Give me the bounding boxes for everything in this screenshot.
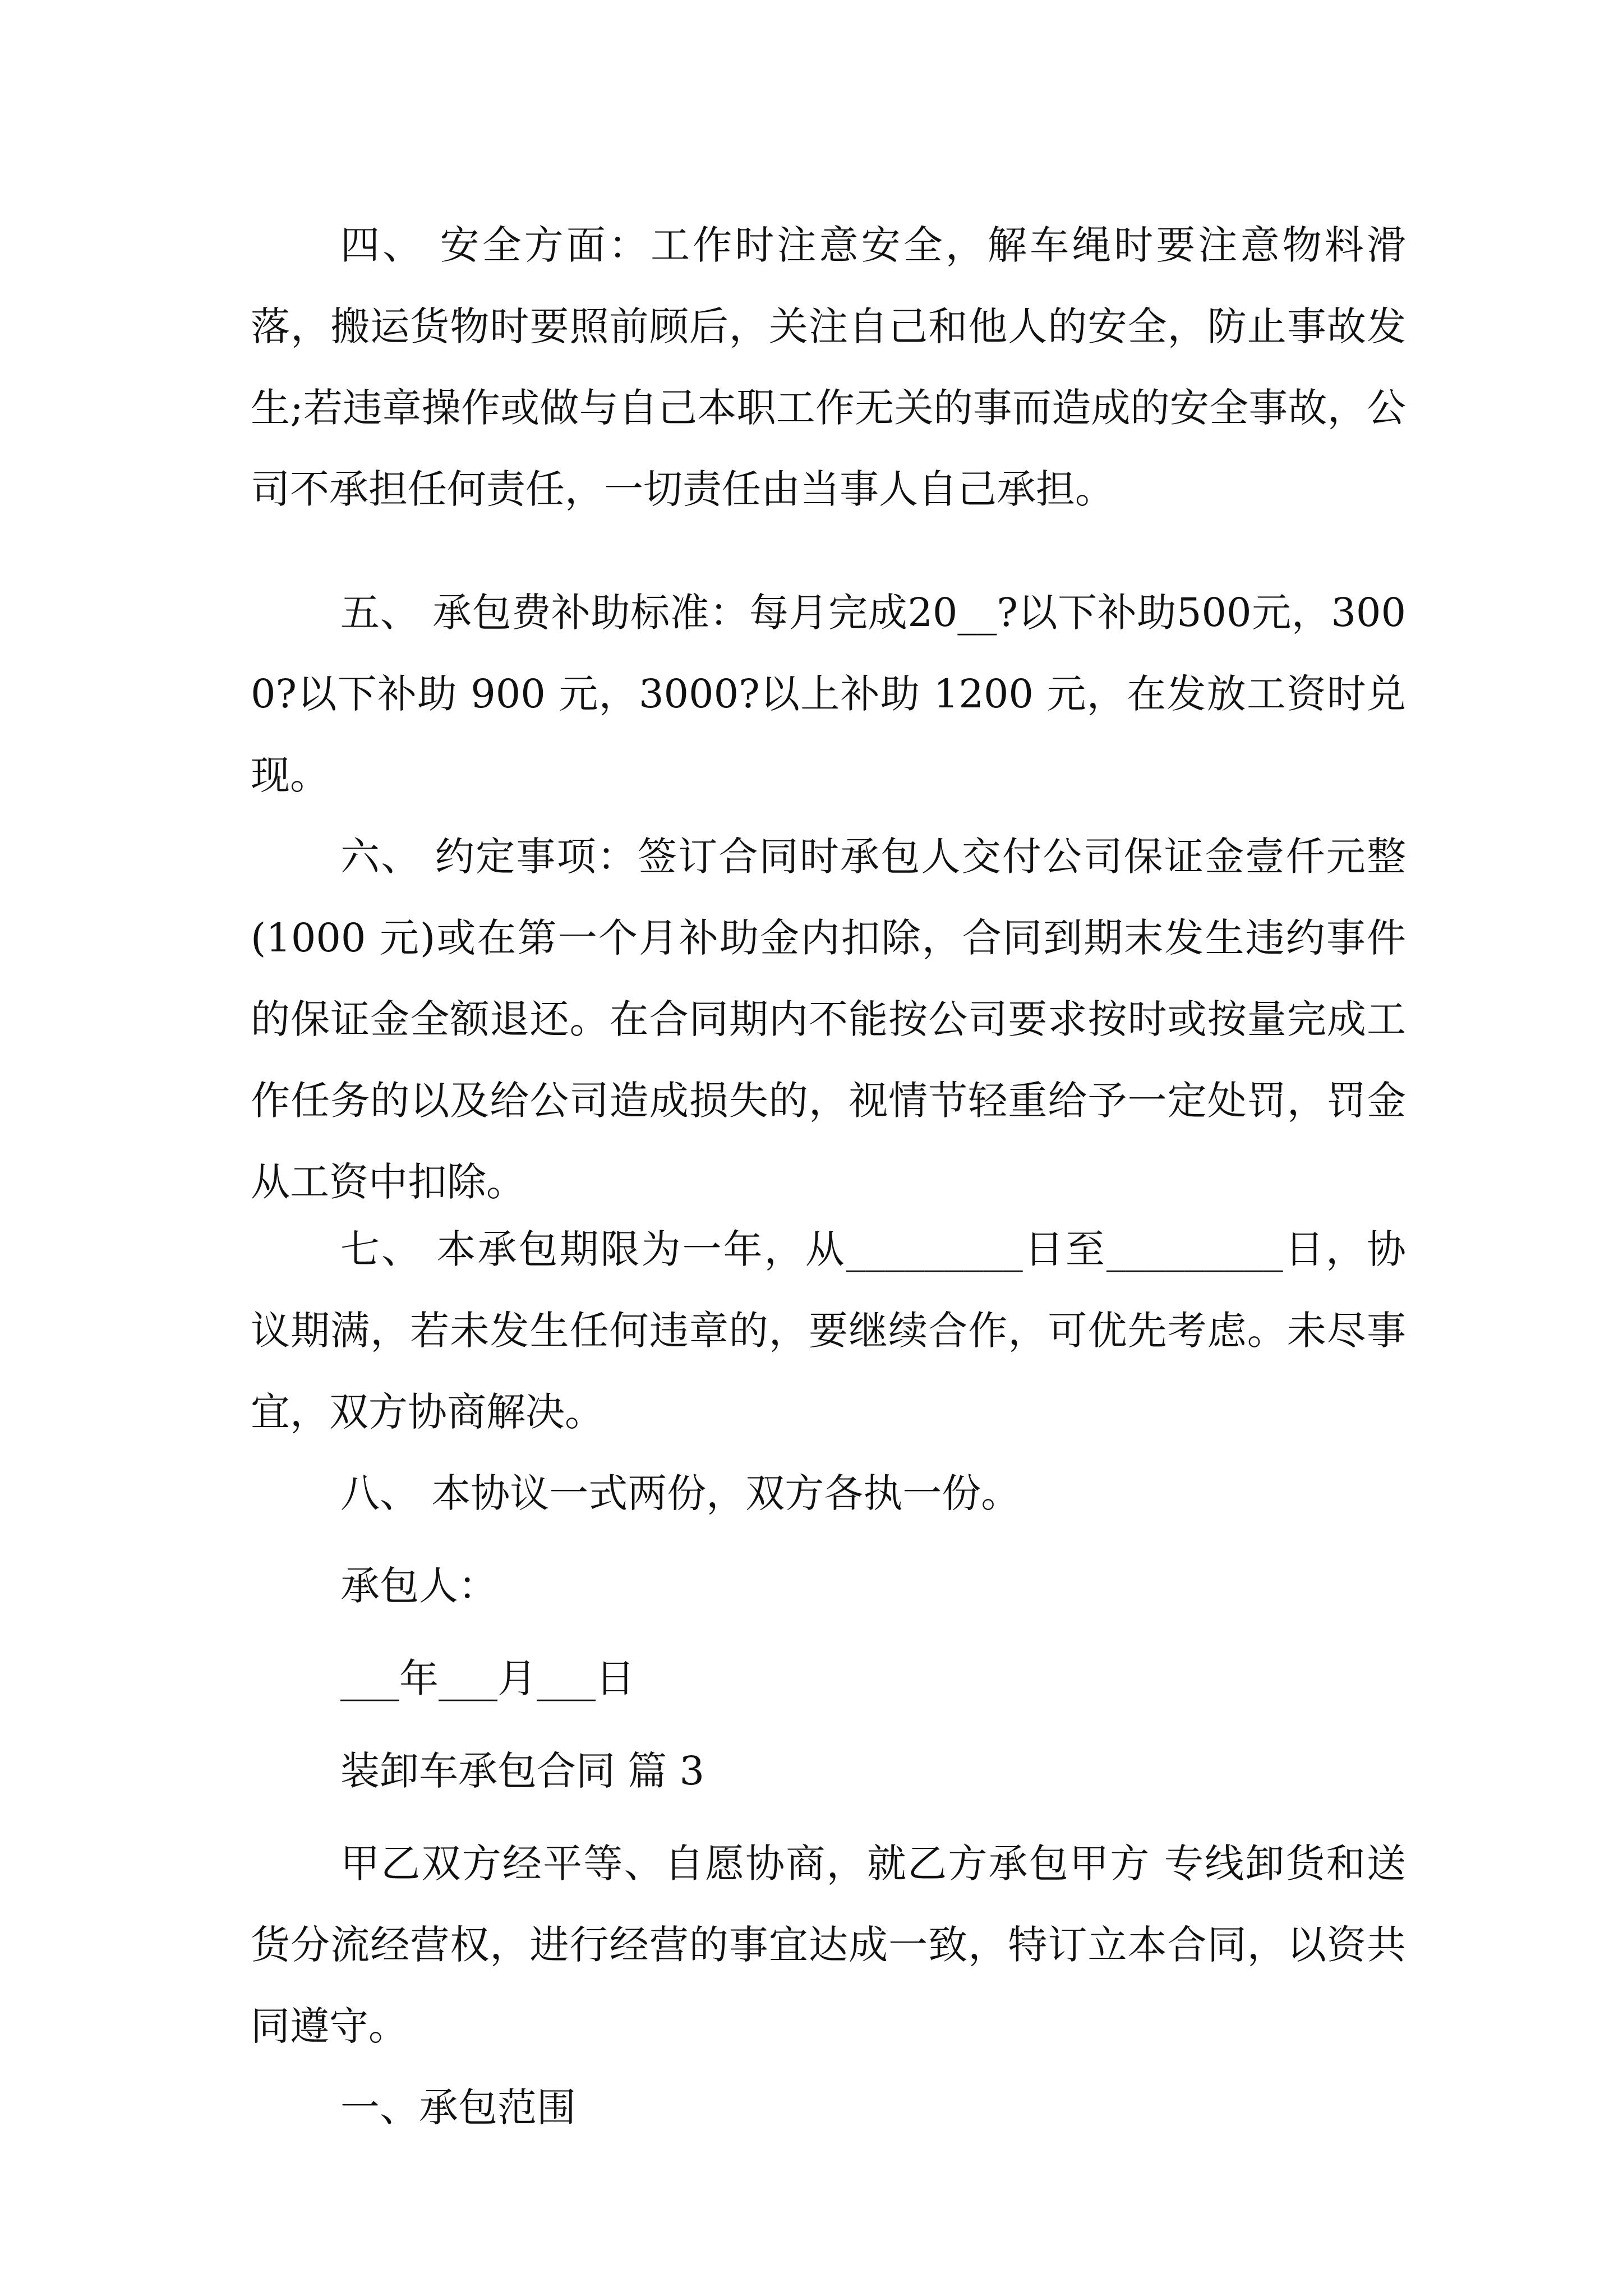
intro-paragraph: 甲乙双方经平等、自愿协商，就乙方承包甲方 专线卸货和送货分流经营权，进行经营的事宜达成一致，特订立本合同，以资共同遵守。: [251, 1841, 1406, 2049]
section-title: 装卸车承包合同 篇 3: [340, 1748, 705, 1794]
contractor-signature-label: 承包人：: [340, 1563, 497, 1609]
signature-date: ___年___月___日: [340, 1655, 635, 1701]
clause-8-copies: 八、 本协议一式两份，双方各执一份。: [340, 1470, 1021, 1516]
clause-7-term: 七、 本承包期限为一年，从_________日至_________日，协议期满，若未发生任何违章的，要继续合作，可优先考虑。未尽事宜，双方协商解决。: [251, 1226, 1406, 1435]
clause-6-agreed-matters: 六、 约定事项：签订合同时承包人交付公司保证金壹仟元整(1000 元)或在第一个月补助金内扣除，合同到期末发生违约事件的保证金全额退还。在合同期内不能按公司要求按时或按量完成工作任务的以及给公司造成损失的，视情节轻重给予一定处罚，罚金从工资中扣除。: [251, 834, 1406, 1205]
scope-heading: 一、承包范围: [340, 2085, 576, 2131]
clause-4-safety: 四、 安全方面：工作时注意安全，解车绳时要注意物料滑落，搬运货物时要照前顾后，关注自己和他人的安全，防止事故发生;若违章操作或做与自己本职工作无关的事而造成的安全事故，公司不承担任何责任，一切责任由当事人自己承担。: [251, 222, 1406, 512]
clause-5-subsidy: 五、 承包费补助标准：每月完成20__?以下补助500元，3000?以下补助 900 元，3000?以上补助 1200 元，在发放工资时兑现。: [251, 590, 1406, 798]
